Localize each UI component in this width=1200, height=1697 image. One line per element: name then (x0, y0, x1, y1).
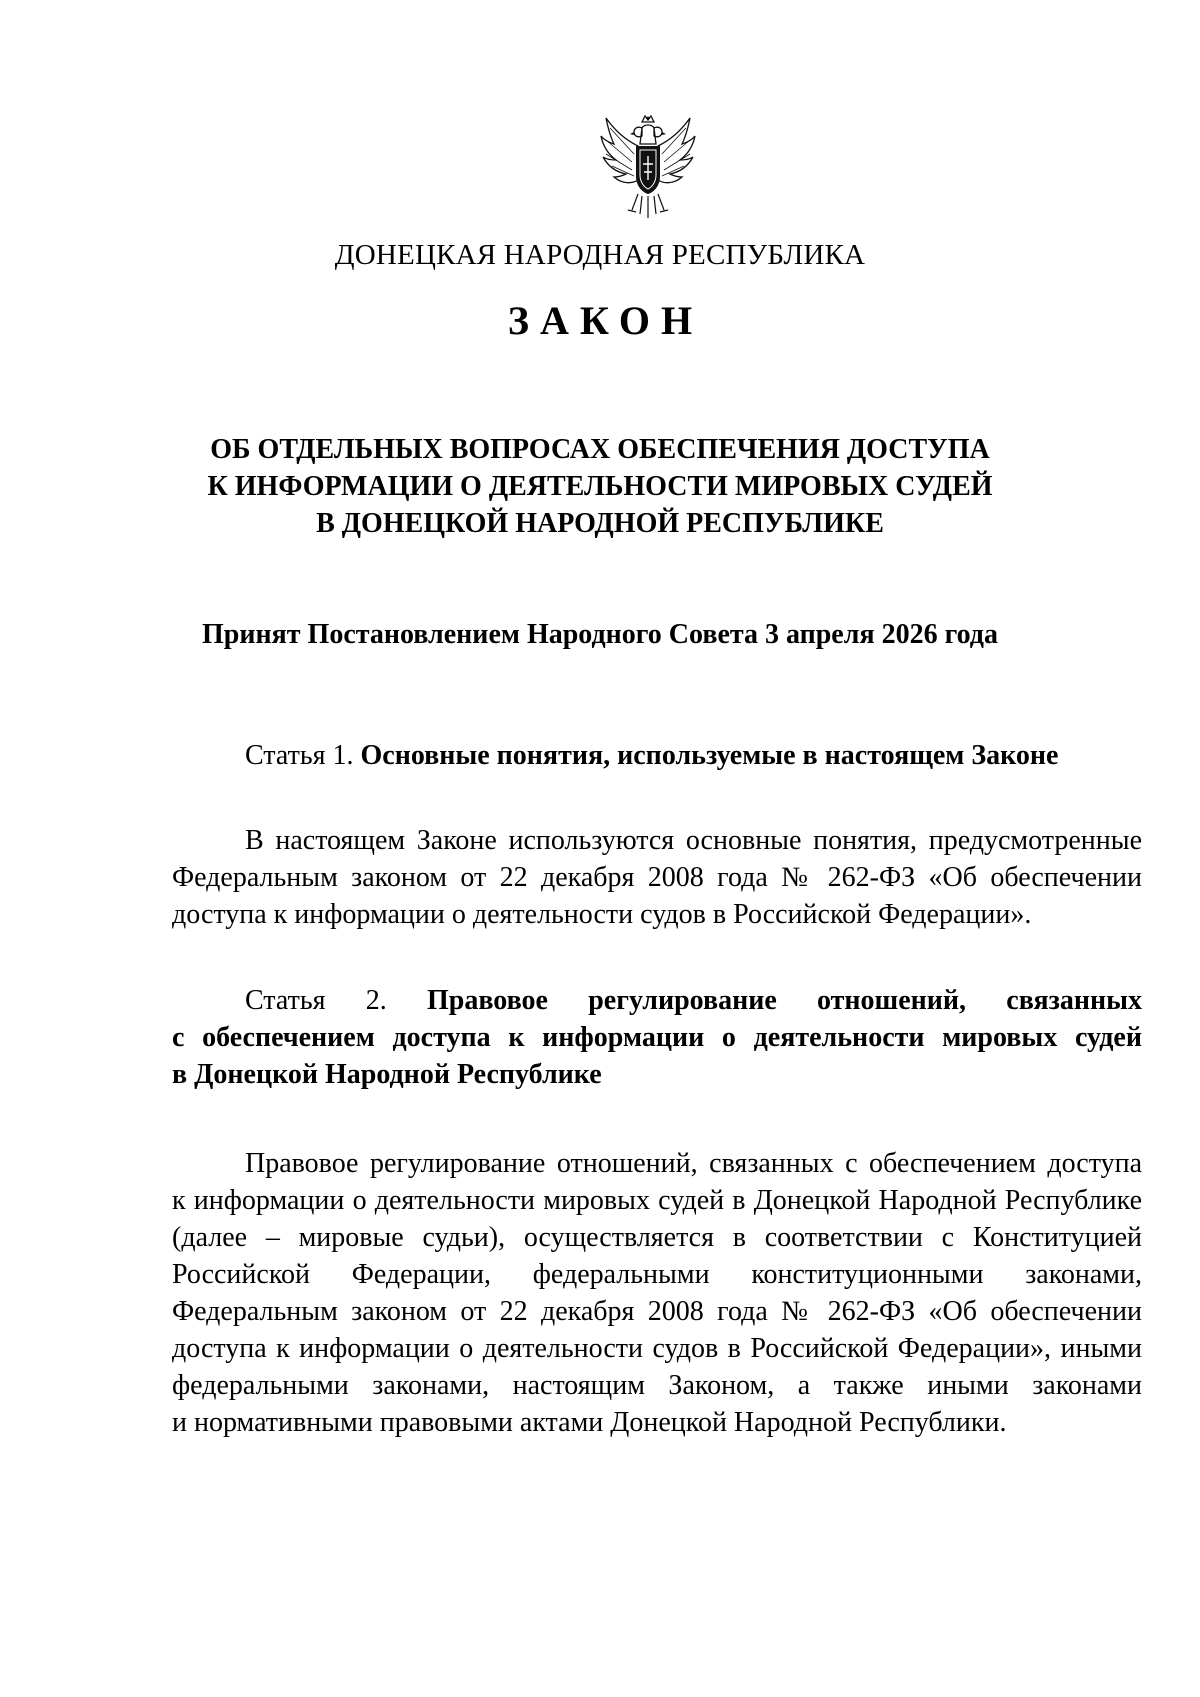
law-title-line: ОБ ОТДЕЛЬНЫХ ВОПРОСАХ ОБЕСПЕЧЕНИЯ ДОСТУПА (210, 434, 990, 465)
article-1-heading (172, 737, 1142, 774)
article-2-title-line: Правовое регулирование отношений, связанных (427, 985, 1142, 1016)
law-title-line: К ИНФОРМАЦИИ О ДЕЯТЕЛЬНОСТИ МИРОВЫХ СУДЕЙ (207, 471, 993, 502)
paragraph-line: и нормативными правовыми актами Донецкой Народной Республики. (172, 1407, 1007, 1438)
paragraph-line: доступа к информации о деятельности судов в Российской Федерации». (172, 899, 1032, 930)
article-2-title-line: с обеспечением доступа к информации о деятельности мировых судей (172, 1022, 1142, 1053)
republic-name: ДОНЕЦКАЯ НАРОДНАЯ РЕСПУБЛИКА (334, 239, 866, 271)
paragraph-line: Правовое регулирование отношений, связанных с обеспечением доступа (245, 1148, 1142, 1179)
law-title (0, 431, 1200, 542)
paragraph-line: Федеральным законом от 22 декабря 2008 года № 262-ФЗ «Об обеспечении (172, 1296, 1142, 1327)
paragraph-line: Российской Федерации, федеральными конституционными законами, (172, 1259, 1142, 1290)
article-2-heading (172, 982, 1142, 1093)
coat-of-arms-icon (598, 114, 698, 220)
paragraph-line: Федеральным законом от 22 декабря 2008 года № 262-ФЗ «Об обеспечении (172, 862, 1142, 893)
paragraph-line: к информации о деятельности мировых судей в Донецкой Народной Республике (172, 1185, 1142, 1216)
article-2-title-line: в Донецкой Народной Республике (172, 1059, 602, 1090)
paragraph-line: (далее – мировые судьи), осуществляется в соответствии с Конституцией (172, 1222, 1142, 1253)
article-1-title: Основные понятия, используемые в настоящем Законе (360, 740, 1059, 771)
article-2-text (172, 1145, 1142, 1441)
article-1-label: Статья 1. (245, 740, 354, 771)
paragraph-line: доступа к информации о деятельности судов в Российской Федерации», иными (172, 1333, 1142, 1364)
article-1-text (172, 822, 1142, 933)
law-title-line: В ДОНЕЦКОЙ НАРОДНОЙ РЕСПУБЛИКЕ (316, 508, 884, 539)
article-2-label: Статья 2. (245, 985, 387, 1016)
document-type: ЗАКОН (507, 298, 704, 343)
paragraph-line: В настоящем Законе используются основные понятия, предусмотренные (245, 825, 1142, 856)
paragraph-line: федеральными законами, настоящим Законом, а также иными законами (172, 1370, 1142, 1401)
adoption-note: Принят Постановлением Народного Совета 3 апреля 2026 года (202, 619, 998, 650)
